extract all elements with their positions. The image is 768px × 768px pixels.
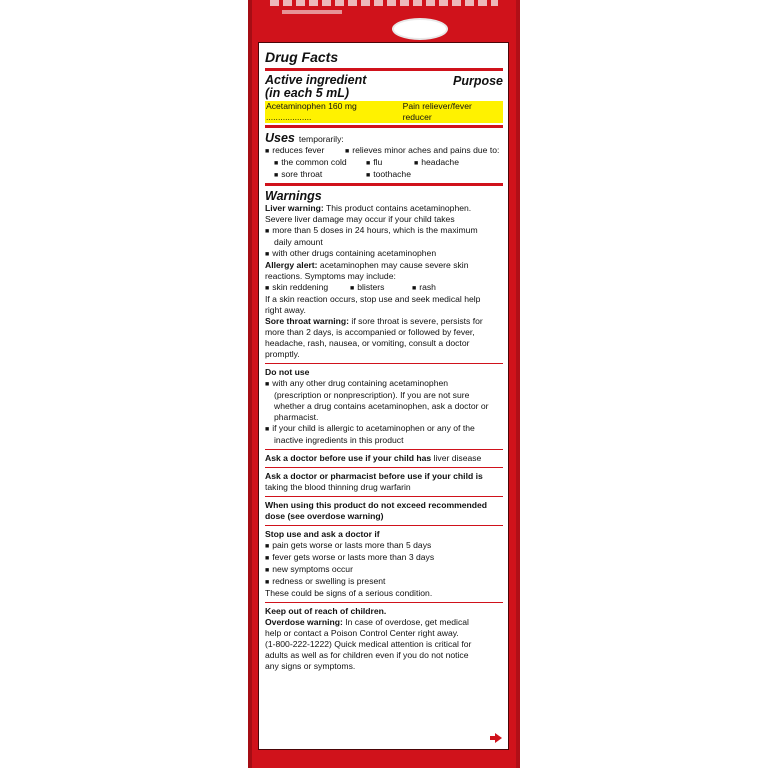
list-item: ■ relieves minor aches and pains due to: xyxy=(345,145,499,157)
do-not-use-section: Do not use ■ with any other drug containing acetaminophen (prescription or nonprescription). If you are not sure whether a drug contains acetaminophen, ask a doctor or pharmacist. ■ if your child is allergic to acetaminophen or any of the inactive ingredients in this product xyxy=(265,367,503,446)
list-item: ■ redness or swelling is present xyxy=(265,576,503,588)
divider xyxy=(265,68,503,71)
list-item: ■ the common cold xyxy=(274,157,366,169)
warnings-section: Warnings Liver warning: This product contains acetaminophen. Severe liver damage may occur if your child takes ■ more than 5 doses in 24 hours, which is the maximum daily amount ■ with other drugs containing acetaminophen Allergy alert: acetaminophen may cause severe skin reactions. Symptoms may include: ■ skin reddening ■ blisters ■ rash If a skin reaction occurs, stop use and seek medical help right away. Sore throat warning: if sore throat is severe, persists for more than 2 days, is accompanied or followed by fever, headache, rash, nausea, or vomiting, consult a doctor promptly. xyxy=(265,189,503,360)
list-item: ■ if your child is allergic to acetaminophen or any of the xyxy=(265,423,503,435)
divider xyxy=(265,525,503,526)
flap-print-line xyxy=(282,10,342,14)
list-item: ■ flu xyxy=(366,157,414,169)
list-item: ■ skin reddening xyxy=(265,282,350,294)
warnings-heading: Warnings xyxy=(265,189,322,203)
box-right-edge xyxy=(516,0,520,768)
list-item: ■ with other drugs containing acetaminophen xyxy=(265,248,503,260)
divider xyxy=(265,449,503,450)
drug-facts-panel xyxy=(258,42,509,750)
list-item: ■ pain gets worse or lasts more than 5 days xyxy=(265,540,503,552)
brand-logo xyxy=(392,18,448,40)
list-item: ■ blisters xyxy=(350,282,412,294)
list-item: ■ new symptoms occur xyxy=(265,564,503,576)
ask-doctor-section: Ask a doctor before use if your child has liver disease xyxy=(265,453,482,463)
allergy-alert-label: Allergy alert: xyxy=(265,260,318,270)
uses-section xyxy=(265,131,503,181)
keep-out-heading: Keep out of reach of children. xyxy=(265,606,387,616)
list-item: ■ reduces fever xyxy=(265,145,345,157)
uses-sublist xyxy=(265,157,503,169)
list-item: ■ rash xyxy=(412,282,436,294)
box-left-edge xyxy=(248,0,252,768)
active-ingredient-header xyxy=(265,74,503,100)
stop-use-heading: Stop use and ask a doctor if xyxy=(265,529,380,539)
when-using-section: When using this product do not exceed recommended dose (see overdose warning) xyxy=(265,500,488,521)
active-ingredient-row xyxy=(265,101,503,123)
list-item: ■ fever gets worse or lasts more than 3 days xyxy=(265,552,503,564)
ingredient-name: Acetaminophen 160 mg xyxy=(266,101,357,111)
uses-list xyxy=(265,145,503,157)
leader-dots: ................... xyxy=(266,112,312,122)
drug-facts-title: Drug Facts xyxy=(265,49,339,65)
list-item: ■ headache xyxy=(414,157,459,169)
overdose-warning-label: Overdose warning: xyxy=(265,617,343,627)
ingredient-purpose: Pain reliever/fever reducer xyxy=(402,101,472,122)
uses-heading: Uses xyxy=(265,131,295,145)
divider xyxy=(265,183,503,186)
do-not-use-heading: Do not use xyxy=(265,367,310,377)
liver-warning-label: Liver warning: xyxy=(265,203,324,213)
stop-use-section: Stop use and ask a doctor if ■ pain gets worse or lasts more than 5 days ■ fever gets worse or lasts more than 3 days ■ new symptoms occur ■ redness or swelling is present These could be signs of a serious condition. xyxy=(265,529,503,599)
divider xyxy=(265,496,503,497)
mirrored-flap-print xyxy=(270,0,498,6)
sore-throat-label: Sore throat warning: xyxy=(265,316,350,326)
allergy-symptoms xyxy=(265,282,503,294)
divider xyxy=(265,363,503,364)
ask-pharmacist-section: Ask a doctor or pharmacist before use if your child is taking the blood thinning drug warfarin xyxy=(265,471,483,492)
box-top-flap xyxy=(252,0,516,40)
purpose-heading: Purpose xyxy=(452,74,503,88)
uses-sublist xyxy=(265,169,503,181)
list-item: ■ more than 5 doses in 24 hours, which is the maximum xyxy=(265,225,503,237)
divider xyxy=(265,602,503,603)
divider xyxy=(265,125,503,128)
active-ingredient-heading: Active ingredient (in each 5 mL) xyxy=(265,73,367,100)
keep-out-section: Keep out of reach of children. Overdose warning: In case of overdose, get medical help or contact a Poison Control Center right away. (1-800-222-1222) Quick medical attention is critical for adults as well as for children even if you do not notice any signs or symptoms. xyxy=(265,606,503,672)
uses-note: temporarily: xyxy=(298,134,344,144)
list-item: ■ with any other drug containing acetaminophen xyxy=(265,378,503,390)
continue-arrow-icon xyxy=(495,733,502,743)
list-item: ■ toothache xyxy=(366,169,411,181)
divider xyxy=(265,467,503,468)
list-item: ■ sore throat xyxy=(274,169,366,181)
